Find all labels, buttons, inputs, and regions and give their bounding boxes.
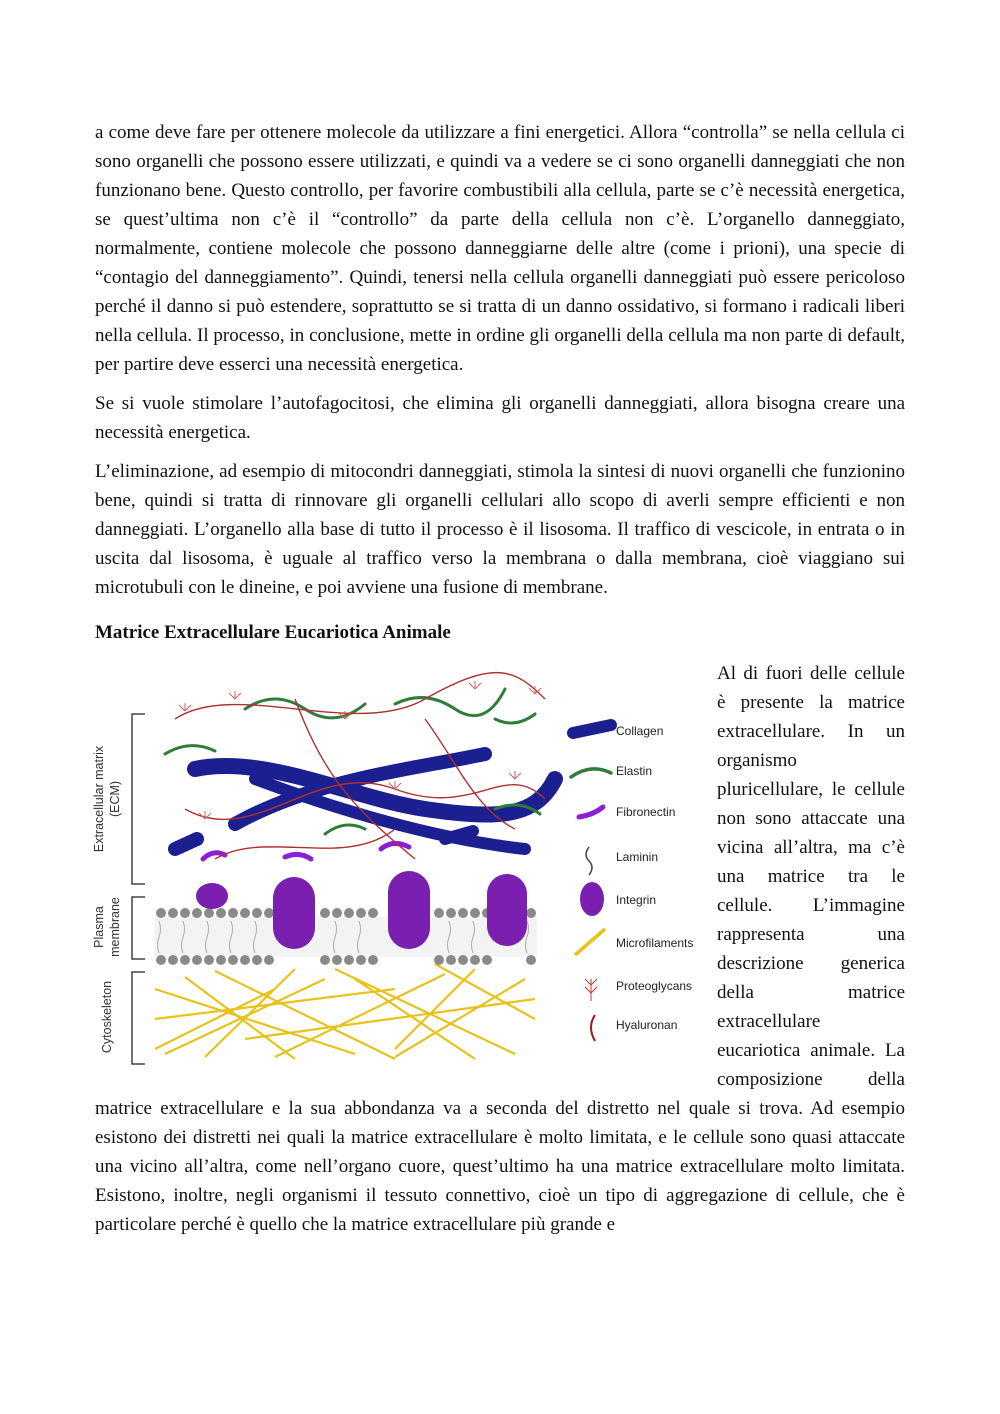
legend-label-laminin: Laminin xyxy=(616,850,659,864)
pm-label-line2: membrane xyxy=(108,897,122,957)
legend-label-hyaluronan: Hyaluronan xyxy=(616,1018,678,1032)
collagen-icon xyxy=(573,725,611,733)
legend-icons xyxy=(571,725,611,1041)
microfilament-icon xyxy=(575,929,605,955)
legend-label-fibronectin: Fibronectin xyxy=(616,805,676,819)
paragraph-autophagy-stimulus: Se si vuole stimolare l’autofagocitosi, che elimina gli organelli danneggiati, allora bisogna creare una necessità energetica. xyxy=(95,393,905,443)
paragraph-ecm-description: Al di fuori delle cellule è presente la matrice extracellulare. In un organismo pluricellulare, le cellule non sono attaccate una vicina all’altra, ma c’è una matrice tra le cellule. L’immagine rappresenta una descrizione generica della matrice extracellulare eucariotica animale. La composizione della matrice extracellulare e la sua abbondanza va a seconda del distretto nel quale si trova. Ad esempio esistono dei distretti nei quali la matrice extracellulare è molto limitata, e le cellule sono quasi attaccate una vicino all’altra, come nell’organo cuore, quest’ultimo ha una matrice extracellulare molto limitata. Esistono, inoltre, negli organismi il tessuto connettivo, cioè un tipo di aggregazione di cellule, che è particolare perché è quello che la matrice extracellulare più grande e xyxy=(95,663,905,1235)
fibronectin-icon xyxy=(579,807,603,817)
plasma-membrane-bilayer xyxy=(155,908,537,965)
figure-text-block xyxy=(92,659,905,1239)
proteoglycan-icon xyxy=(585,979,597,1001)
document-page xyxy=(92,118,905,1239)
section-heading: Matrice Extracellulare Eucariotica Animale xyxy=(95,622,451,643)
ecm-figure xyxy=(92,659,707,1066)
legend-label-microfilaments: Microfilaments xyxy=(616,936,694,950)
hyaluronan-icon xyxy=(591,1015,595,1041)
collagen-fibers xyxy=(175,754,555,849)
legend-label-elastin: Elastin xyxy=(616,764,653,778)
legend-label-collagen: Collagen xyxy=(616,724,664,738)
cyto-label: Cytoskeleton xyxy=(100,980,114,1054)
paragraph-autophagy-intro: a come deve fare per ottenere molecole da utilizzare a fini energetici. Allora “controlla” se nella cellula ci sono organelli che possono essere utilizzati, e quindi va a vedere se ci sono organelli danneggiati che non funzionano bene. Questo controllo, per favorire combustibili alla cellula, parte se c’è necessità energetica, se quest’ultima non c’è il “controllo” da parte della cellula non c’è. L’organello danneggiato, normalmente, contiene molecole che possono danneggiarne delle altre (come i prioni), una specie di “contagio del danneggiamento”. Quindi, tenersi nella cellula organelli danneggiati può essere pericoloso perché il danno si può estendere, soprattutto se si tratta di un danno ossidativo, si formano i radicali liberi nella cellula. Il processo, in conclusione, mette in ordine gli organelli della cellula ma non parte di default, per partire deve esserci una necessità energetica. xyxy=(95,122,905,375)
paragraph-lysosome: L’eliminazione, ad esempio di mitocondri danneggiati, stimola la sintesi di nuovi organelli che funzionino bene, quindi si tratta di rinnovare gli organelli cellulari allo scopo di averli sempre efficienti e non danneggiati. L’organello alla base di tutto il processo è il lisosoma. Il traffico di vescicole, in entrata o in uscita dal lisosoma, è uguale al traffico verso la membrana o dalla membrana, cioè viaggiano sui microtubuli con le dineine, e poi avviene una fusione di membrane. xyxy=(95,461,905,598)
laminin-icon xyxy=(586,847,592,875)
region-brackets xyxy=(132,714,145,1064)
ecm-label-line1: Extracellular matrix xyxy=(92,745,106,853)
legend-label-proteoglycans: Proteoglycans xyxy=(616,979,693,993)
ecm-label-line2: (ECM) xyxy=(108,780,122,818)
microfilament-mesh xyxy=(155,964,535,1059)
legend-label-integrin: Integrin xyxy=(616,893,657,907)
integrin-icon xyxy=(580,882,604,916)
pm-label-line1: Plasma xyxy=(92,906,106,948)
elastin-icon xyxy=(571,769,611,777)
ecm-diagram xyxy=(92,659,707,1066)
